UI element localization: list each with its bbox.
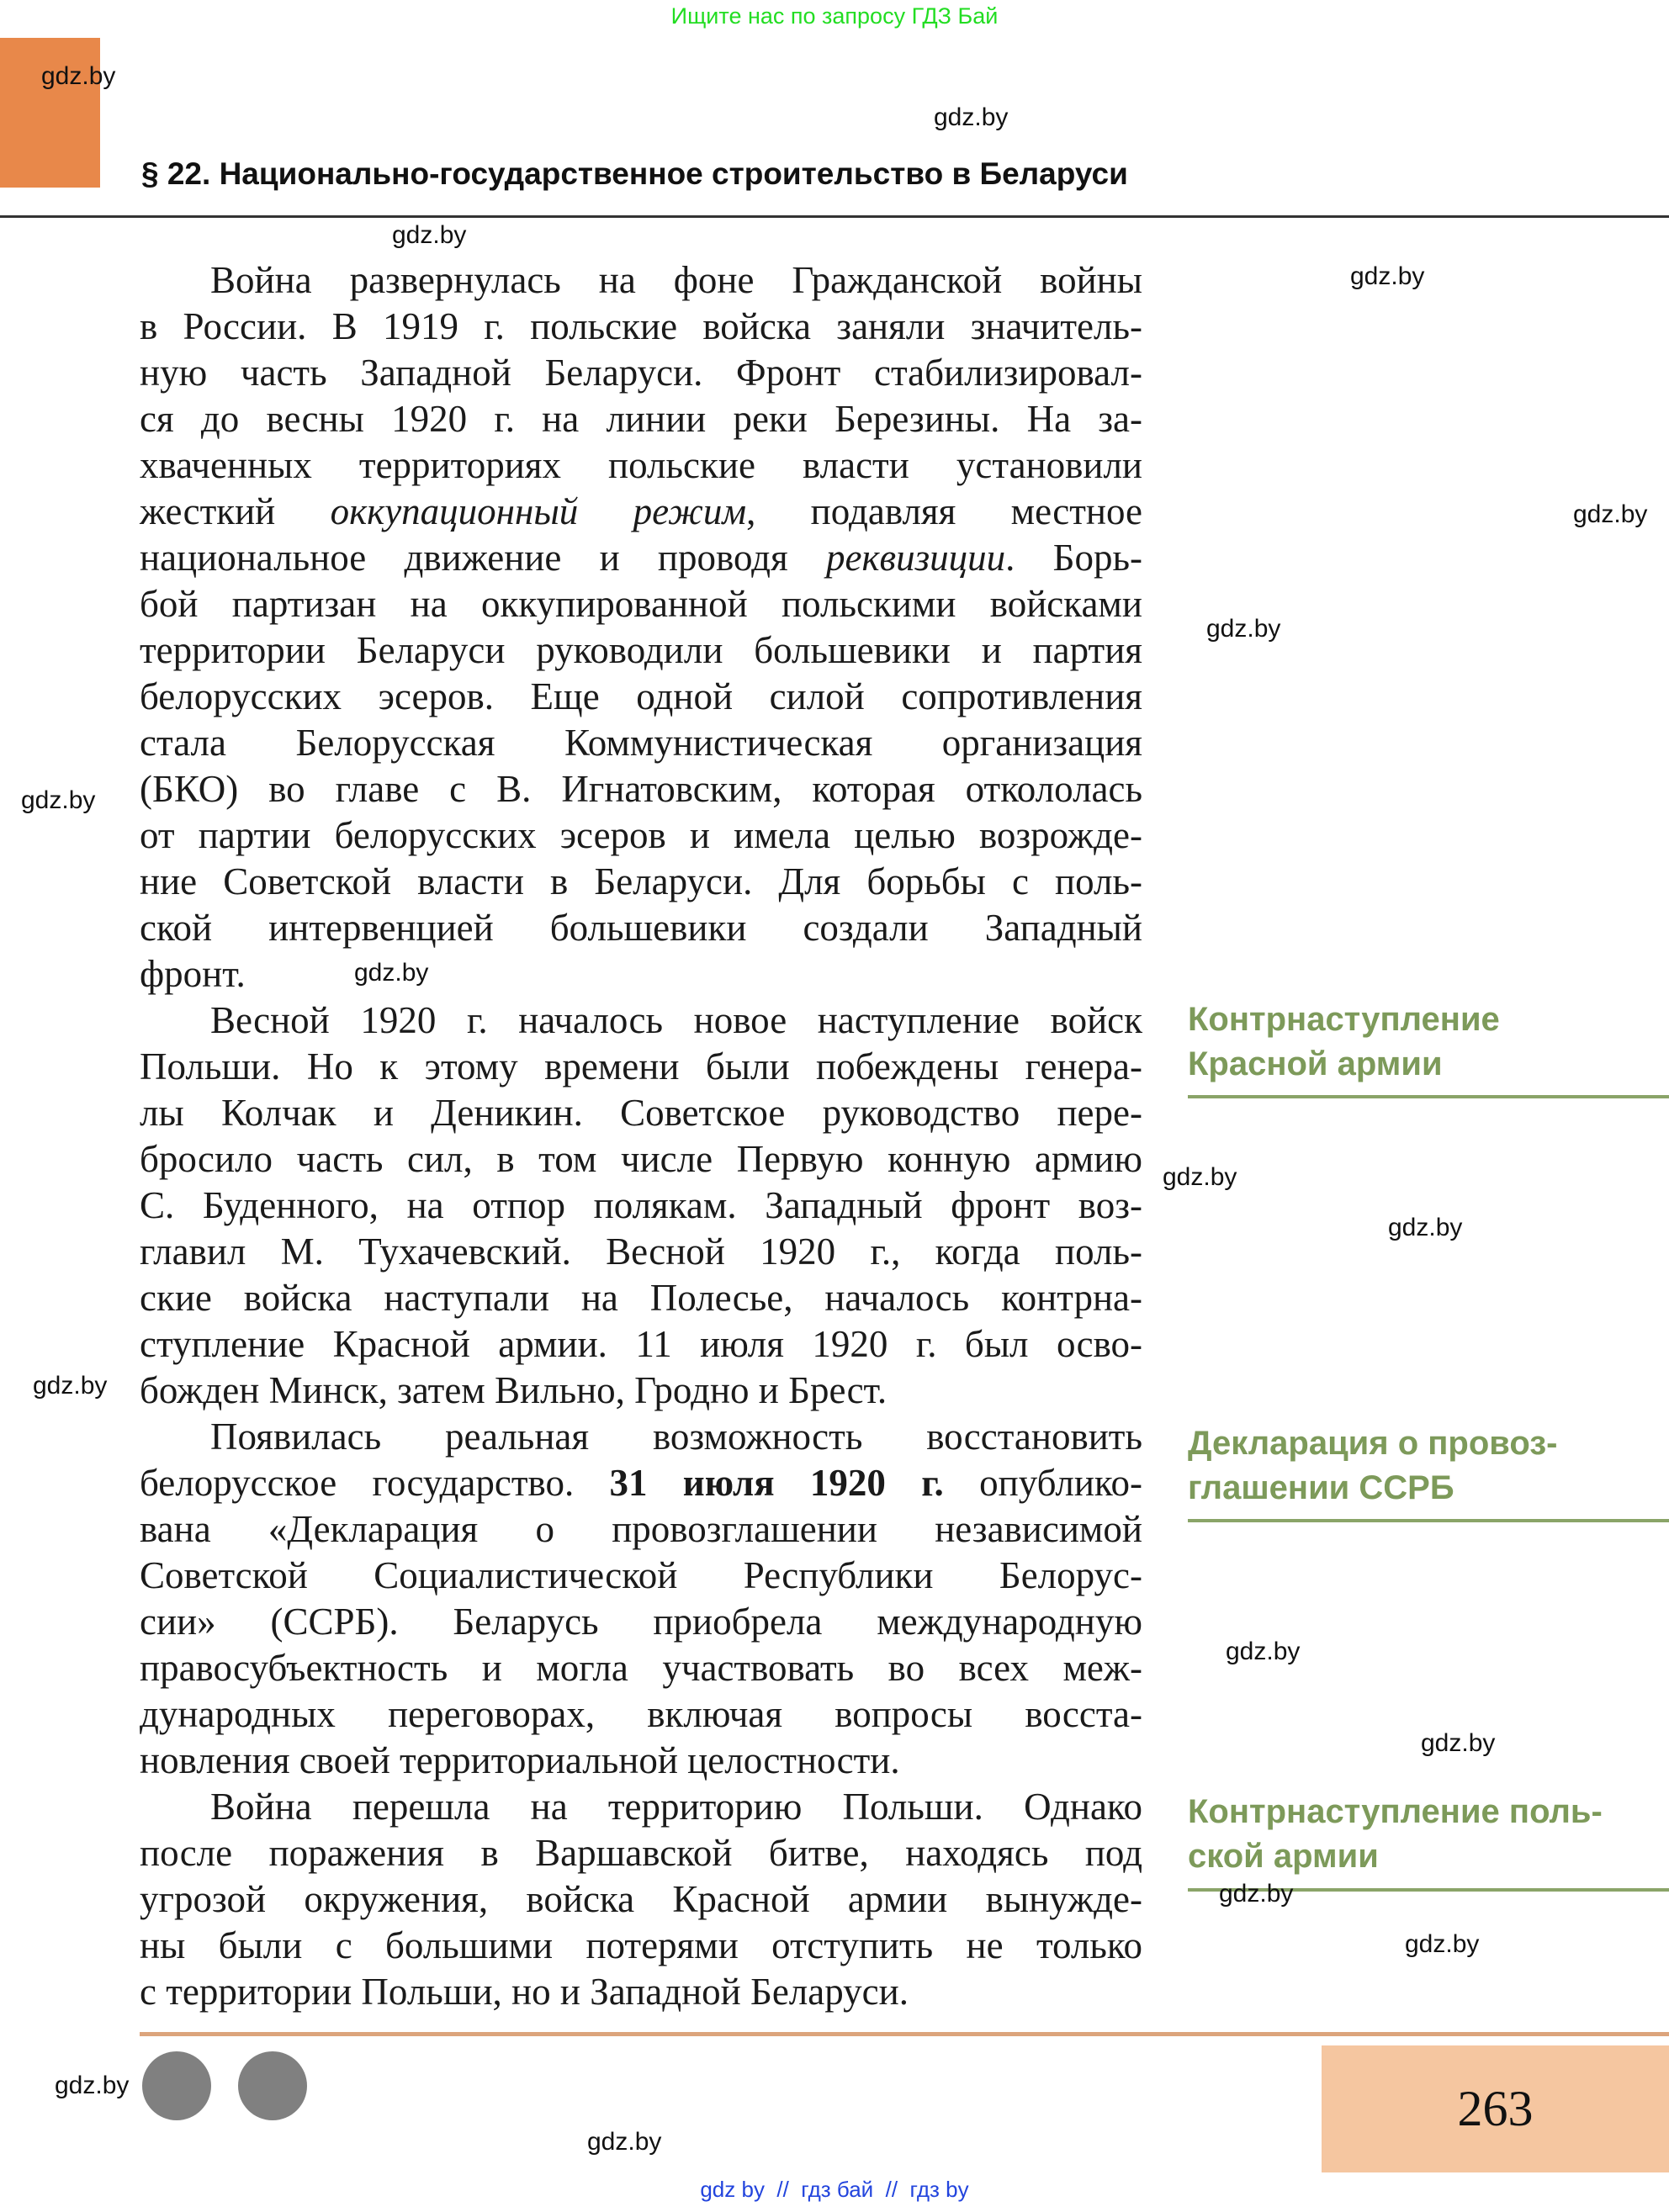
text-segment: территории Беларуси руководили большевики и партия xyxy=(140,629,1142,671)
watermark: gdz.by xyxy=(1206,615,1281,643)
text-segment: опублико- xyxy=(943,1462,1142,1504)
text-line xyxy=(140,1506,1142,1553)
text-line xyxy=(140,1830,1142,1876)
side-heading-line: Контрнаступление поль- xyxy=(1188,1793,1603,1830)
text-line xyxy=(140,535,1142,581)
text-segment: Весной 1920 г. началось новое наступление войск xyxy=(210,999,1142,1041)
text-segment: ную часть Западной Беларуси. Фронт стабилизировал- xyxy=(140,352,1142,394)
text-line xyxy=(140,1460,1142,1506)
side-heading-line: Красной армии xyxy=(1188,1045,1443,1082)
text-segment: лы Колчак и Деникин. Советское руководство пере- xyxy=(140,1092,1142,1134)
text-segment: главил М. Тухачевский. Весной 1920 г., когда поль- xyxy=(140,1230,1142,1273)
text-segment: ские войска наступали на Полесье, началось контрна- xyxy=(140,1277,1142,1319)
text-segment: хваченных территориях польские власти установили xyxy=(140,444,1142,486)
text-segment: после поражения в Варшавской битве, находясь под xyxy=(140,1832,1142,1874)
footer-links[interactable]: gdz by // гдз бай // гдз by xyxy=(700,2177,969,2202)
text-line xyxy=(140,674,1142,720)
watermark: gdz.by xyxy=(587,2128,662,2156)
text-line xyxy=(140,581,1142,627)
watermark: gdz.by xyxy=(354,959,429,987)
chapter-color-tab xyxy=(0,38,100,188)
text-segment: бросило часть сил, в том числе Первую конную армию xyxy=(140,1138,1142,1180)
text-line xyxy=(140,1229,1142,1275)
italic-term: реквизиции xyxy=(826,537,1006,579)
gray-circle-icon xyxy=(142,2051,211,2120)
text-line xyxy=(140,1876,1142,1923)
text-segment: фронт. xyxy=(140,953,246,995)
text-line xyxy=(140,1969,1142,2015)
text-line xyxy=(140,812,1142,859)
text-segment: С. Буденного, на отпор полякам. Западный фронт воз- xyxy=(140,1184,1142,1226)
text-line xyxy=(140,1553,1142,1599)
text-line xyxy=(140,1136,1142,1183)
text-line xyxy=(140,489,1142,535)
text-segment: ся до весны 1920 г. на линии реки Березины. На за- xyxy=(140,398,1142,440)
page-number: 263 xyxy=(1322,2045,1669,2172)
text-line xyxy=(140,1414,1142,1460)
text-line xyxy=(140,1044,1142,1090)
text-line xyxy=(140,396,1142,442)
text-segment: Война перешла на территорию Польши. Однако xyxy=(210,1786,1142,1828)
text-segment: жесткий xyxy=(140,490,331,532)
side-heading-rule xyxy=(1188,1519,1669,1522)
watermark: gdz.by xyxy=(21,786,96,814)
text-segment: ны были с большими потерями отступить не только xyxy=(140,1924,1142,1966)
text-line xyxy=(140,1275,1142,1321)
text-line xyxy=(140,859,1142,905)
text-line xyxy=(140,905,1142,951)
text-segment: белорусских эсеров. Еще одной силой сопротивления xyxy=(140,675,1142,717)
page-title: § 22. Национально-государственное строительство в Беларуси xyxy=(141,156,1128,191)
text-segment: белорусское государство. xyxy=(140,1462,610,1504)
text-segment: божден Минск, затем Вильно, Гродно и Брест. xyxy=(140,1369,887,1411)
watermark: gdz.by xyxy=(1388,1214,1463,1241)
side-heading-red-army-counteroffensive xyxy=(1188,998,1669,1087)
text-line xyxy=(140,304,1142,350)
text-line xyxy=(140,1599,1142,1645)
text-segment: ступление Красной армии. 11 июля 1920 г. был осво- xyxy=(140,1323,1142,1365)
text-segment: Польши. Но к этому времени были побеждены генера- xyxy=(140,1045,1142,1087)
text-line xyxy=(140,951,1142,998)
watermark: gdz.by xyxy=(55,2072,130,2099)
side-heading-line: глашении ССРБ xyxy=(1188,1469,1454,1506)
text-line xyxy=(140,1645,1142,1691)
watermark: gdz.by xyxy=(1573,500,1648,528)
text-line xyxy=(140,1691,1142,1738)
text-segment: национальное движение и проводя xyxy=(140,537,827,579)
side-heading-polish-counteroffensive xyxy=(1188,1790,1669,1879)
side-heading-line: Контрнаступление xyxy=(1188,1001,1500,1038)
text-segment: стала Белорусская Коммунистическая организация xyxy=(140,722,1142,764)
text-segment: сии» (ССРБ). Беларусь приобрела международную xyxy=(140,1601,1142,1643)
text-segment: от партии белорусских эсеров и имела целью возрожде- xyxy=(140,814,1142,856)
search-banner: Ищите нас по запросу ГДЗ Бай xyxy=(670,3,999,29)
text-line xyxy=(140,257,1142,304)
text-segment: Война развернулась на фоне Гражданской войны xyxy=(210,259,1142,301)
watermark: gdz.by xyxy=(1219,1880,1294,1908)
text-segment: ние Советской власти в Беларуси. Для борьбы с поль- xyxy=(140,860,1142,902)
watermark: gdz.by xyxy=(1226,1638,1301,1665)
text-segment: угрозой окружения, войска Красной армии вынужде- xyxy=(140,1878,1142,1920)
text-segment: дународных переговорах, включая вопросы восста- xyxy=(140,1693,1142,1735)
text-segment: Появилась реальная возможность восстановить xyxy=(210,1416,1142,1458)
text-line xyxy=(140,1368,1142,1414)
watermark: gdz.by xyxy=(934,103,1009,131)
header-divider xyxy=(0,215,1669,218)
text-segment: (БКО) во главе с В. Игнатовским, которая откололась xyxy=(140,768,1142,810)
text-segment: с территории Польши, но и Западной Беларуси. xyxy=(140,1971,909,2013)
text-line xyxy=(140,627,1142,674)
text-line xyxy=(140,1183,1142,1229)
watermark: gdz.by xyxy=(41,62,116,90)
text-segment: , подавляя местное xyxy=(746,490,1142,532)
text-line xyxy=(140,1090,1142,1136)
footer-divider xyxy=(140,2032,1669,2036)
text-segment: бой партизан на оккупированной польскими войсками xyxy=(140,583,1142,625)
side-heading-line: ской армии xyxy=(1188,1838,1379,1875)
text-line xyxy=(140,766,1142,812)
text-line xyxy=(140,1923,1142,1969)
text-segment: правосубъектность и могла участвовать во всех меж- xyxy=(140,1647,1142,1689)
text-line xyxy=(140,1738,1142,1784)
text-segment: . Борь- xyxy=(1005,537,1142,579)
side-heading-ssrb-declaration xyxy=(1188,1421,1669,1511)
italic-term: оккупационный режим xyxy=(330,490,747,532)
text-segment: вана «Декларация о провозглашении независимой xyxy=(140,1508,1142,1550)
text-line xyxy=(140,720,1142,766)
text-line xyxy=(140,998,1142,1044)
side-heading-line: Декларация о провоз- xyxy=(1188,1425,1558,1462)
text-segment: Советской Социалистической Республики Белорус- xyxy=(140,1554,1142,1596)
bold-date: 31 июля 1920 г. xyxy=(609,1462,944,1504)
body-text xyxy=(140,257,1142,2015)
text-line xyxy=(140,350,1142,396)
text-segment: ской интервенцией большевики создали Западный xyxy=(140,907,1142,949)
watermark: gdz.by xyxy=(1405,1930,1480,1958)
text-line xyxy=(140,1321,1142,1368)
watermark: gdz.by xyxy=(392,221,467,249)
text-line xyxy=(140,442,1142,489)
watermark: gdz.by xyxy=(1421,1729,1496,1757)
gray-circle-icon xyxy=(238,2051,307,2120)
watermark: gdz.by xyxy=(33,1372,108,1400)
watermark: gdz.by xyxy=(1163,1163,1237,1191)
text-segment: новления своей территориальной целостности. xyxy=(140,1739,900,1781)
text-segment: в России. В 1919 г. польские войска заняли значитель- xyxy=(140,305,1142,347)
side-heading-rule xyxy=(1188,1095,1669,1098)
watermark: gdz.by xyxy=(1350,262,1425,290)
text-line xyxy=(140,1784,1142,1830)
